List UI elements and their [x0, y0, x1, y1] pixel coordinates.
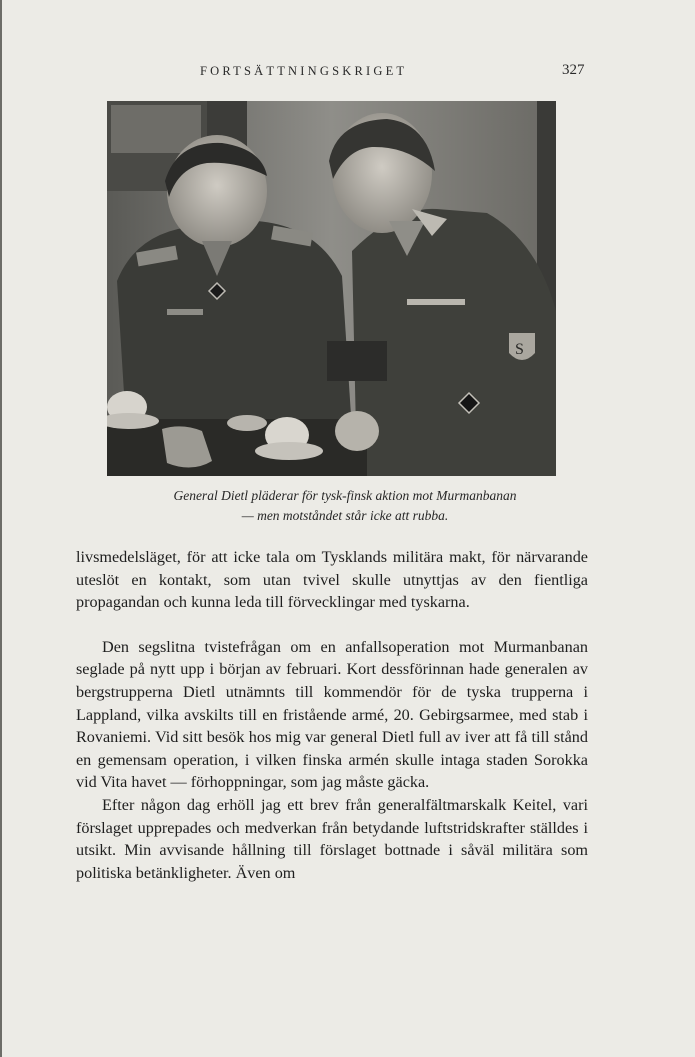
caption-line-2: — men motståndet står icke att rubba. [241, 508, 449, 523]
body-text [76, 546, 588, 884]
caption-line-1: General Dietl pläderar för tysk-finsk aktion mot Murmanbanan [173, 488, 517, 503]
photograph [107, 101, 556, 476]
paragraph-2: Den segslitna tvistefrågan om en anfallsoperation mot Murmanbanan seglade på nytt upp i början av februari. Kort dessförinnan hade generalen av bergstrupperna Dietl utnämnts till kommendör för de tyska trupperna i Lappland, vilka avskilts till en fristående armé, 20. Gebirgsarmee, med stab i Rovaniemi. Vid sitt besök hos mig var general Dietl full av iver att få till stånd en gemensam operation, i vilken finska armén skulle intaga staden Sorokka vid Vita havet — förhoppningar, som jag måste gäcka. [76, 637, 588, 792]
photograph-illustration [107, 101, 556, 476]
paragraph-1: livsmedelsläget, för att icke tala om Tysklands militära makt, för närvarande uteslöt en kontakt, som utan tvivel skulle utnyttjas av den fientliga propagandan och kunna leda till förvecklingar med tyskarna. [76, 548, 588, 612]
svg-text:S: S [515, 341, 524, 358]
running-title: FORTSÄTTNINGSKRIGET [200, 64, 408, 78]
page-number: 327 [562, 62, 585, 78]
paragraph-3: Efter någon dag erhöll jag ett brev från generalfältmarskalk Keitel, vari förslaget upprepades och medverkan från betydande luftstridskrafter ställdes i utsikt. Min avvisande hållning till förslaget bottnade i såväl militära som politiska betänkligheter. Även om [76, 795, 588, 882]
photo-caption [80, 486, 610, 526]
page-edge [0, 0, 2, 1057]
